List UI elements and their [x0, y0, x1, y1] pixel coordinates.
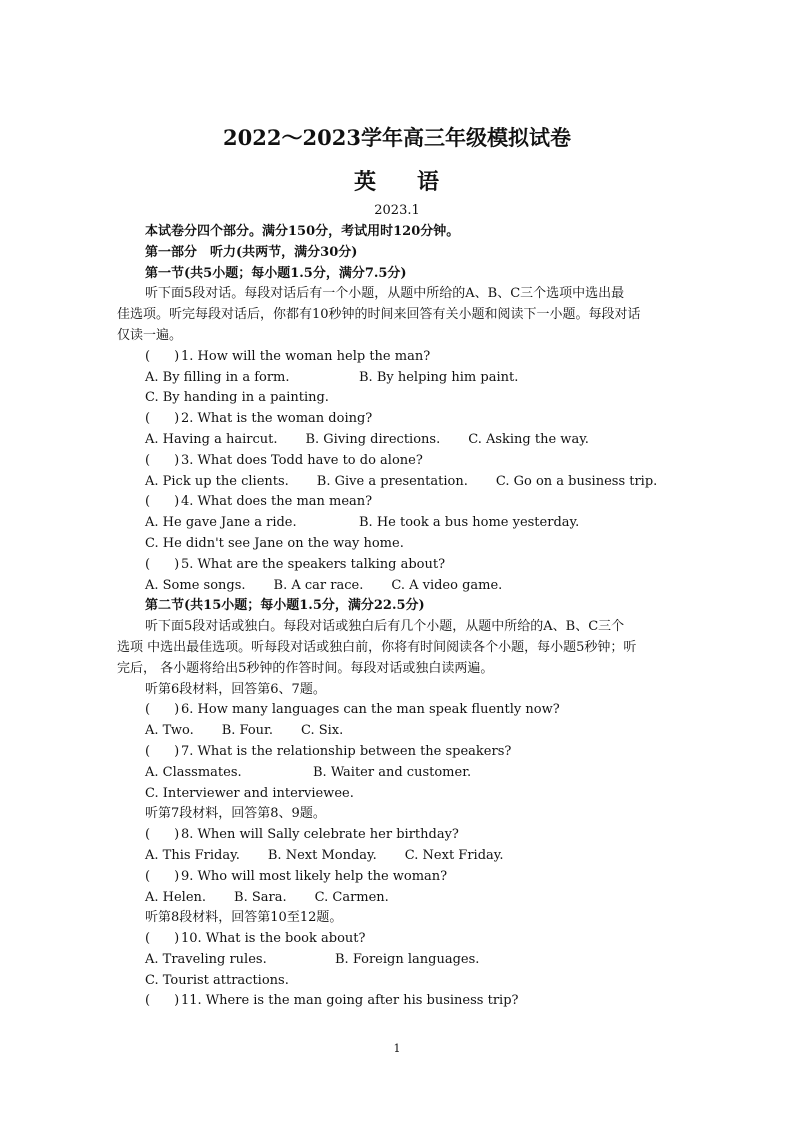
answer-blank[interactable]: ( ): [145, 702, 180, 718]
question-6: ( ) 6. How many languages can the man speak fluently now?: [117, 700, 679, 721]
question-7: ( ) 7. What is the relationship between the speakers?: [117, 742, 679, 763]
option-a: A. This Friday.: [145, 847, 240, 863]
option-c: C. Asking the way.: [468, 431, 589, 447]
subject-char-1: 英: [353, 169, 377, 195]
options-row: [117, 971, 679, 992]
option-b: B. Next Monday.: [267, 847, 377, 863]
options-row: [117, 534, 679, 555]
answer-blank[interactable]: ( ): [145, 743, 180, 759]
option-b: B. He took a bus home yesterday.: [359, 515, 580, 531]
options-row: [117, 430, 679, 451]
option-b: B. Waiter and customer.: [313, 764, 472, 780]
option-b: B. Sara.: [234, 889, 287, 905]
option-b: B. Giving directions.: [305, 431, 441, 447]
option-c: C. He didn't see Jane on the way home.: [145, 535, 404, 551]
option-a: A. By filling in a form.: [145, 369, 290, 385]
option-c: C. Tourist attractions.: [145, 972, 289, 988]
question-8: ( ) 8. When will Sally celebrate her birthday?: [117, 825, 679, 846]
option-a: A. Helen.: [145, 889, 207, 905]
subject-char-2: 语: [417, 169, 441, 195]
option-c: C. Six.: [300, 723, 344, 739]
section2-instructions-line: 听下面5段对话或独白。每段对话或独白后有几个小题，从题中所给的A、B、C三个: [145, 619, 625, 635]
material-heading: 听第6段材料，回答第6、7题。: [145, 681, 326, 697]
answer-blank[interactable]: ( ): [145, 494, 180, 510]
exam-title: 2022～2023学年高三年级模拟试卷: [223, 125, 571, 150]
option-a: A. Two.: [145, 723, 194, 739]
option-a: A. Traveling rules.: [145, 951, 267, 967]
answer-blank[interactable]: ( ): [145, 931, 180, 947]
answer-blank[interactable]: ( ): [145, 556, 180, 572]
options-row: [117, 721, 679, 742]
option-c: C. A video game.: [391, 577, 503, 593]
section1-instructions-line: 听下面5段对话。每段对话后有一个小题，从题中所给的A、B、C三个选项中选出最: [145, 286, 625, 302]
option-c: C. Next Friday.: [404, 847, 504, 863]
options-row: [117, 472, 679, 493]
option-c: C. By handing in a painting.: [145, 390, 329, 406]
options-row: [117, 763, 679, 784]
answer-blank[interactable]: ( ): [145, 411, 180, 427]
options-row: [117, 368, 679, 389]
option-a: A. Classmates.: [145, 764, 242, 780]
question-9: ( ) 9. Who will most likely help the woman?: [117, 867, 679, 888]
answer-blank[interactable]: ( ): [145, 993, 180, 1009]
options-row: [117, 888, 679, 909]
exam-body: [117, 222, 679, 1012]
question-1: ( ) 1. How will the woman help the man?: [117, 347, 679, 368]
section2-heading: 第二节(共15小题；每小题1.5分，满分22.5分): [145, 598, 425, 614]
option-b: B. Foreign languages.: [335, 951, 480, 967]
exam-intro: 本试卷分四个部分。满分150分，考试用时120分钟。: [145, 224, 460, 239]
answer-blank[interactable]: ( ): [145, 827, 180, 843]
exam-date: 2023.1: [374, 203, 420, 218]
options-row: [117, 784, 679, 805]
option-c: C. Carmen.: [314, 889, 389, 905]
part1-heading: 第一部分 听力(共两节，满分30分): [145, 244, 358, 260]
options-row: [117, 846, 679, 867]
question-5: ( ) 5. What are the speakers talking about?: [117, 555, 679, 576]
options-row: [117, 388, 679, 409]
option-a: A. Some songs.: [145, 577, 246, 593]
page-number: 1: [393, 1042, 401, 1055]
question-2: ( ) 2. What is the woman doing?: [117, 409, 679, 430]
answer-blank[interactable]: ( ): [145, 348, 180, 364]
options-row: [117, 513, 679, 534]
option-a: A. Pick up the clients.: [145, 473, 289, 489]
option-c: C. Interviewer and interviewee.: [145, 785, 354, 801]
question-11: ( ) 11. Where is the man going after his business trip?: [117, 991, 679, 1012]
section1-instructions-line: 佳选项。听完每段对话后，你都有10秒钟的时间来回答有关小题和阅读下一小题。每段对话: [117, 307, 641, 323]
options-row: [117, 576, 679, 597]
option-a: A. He gave Jane a ride.: [145, 515, 297, 531]
section2-instructions-line: 完后， 各小题将给出5秒钟的作答时间。每段对话或独白读两遍。: [117, 660, 494, 676]
section2-instructions-line: 选项 中选出最佳选项。听每段对话或独白前，你将有时间阅读各个小题，每小题5秒钟；听: [117, 639, 637, 655]
option-b: B. By helping him paint.: [359, 369, 519, 385]
question-3: ( ) 3. What does Todd have to do alone?: [117, 451, 679, 472]
answer-blank[interactable]: ( ): [145, 868, 180, 884]
option-b: B. A car race.: [273, 577, 364, 593]
section1-instructions-line: 仅读一遍。: [117, 327, 183, 343]
question-10: ( ) 10. What is the book about?: [117, 929, 679, 950]
option-a: A. Having a haircut.: [145, 431, 278, 447]
options-row: [117, 950, 679, 971]
answer-blank[interactable]: ( ): [145, 452, 180, 468]
option-c: C. Go on a business trip.: [495, 473, 658, 489]
option-b: B. Give a presentation.: [316, 473, 468, 489]
section1-heading: 第一节(共5小题；每小题1.5分，满分7.5分): [145, 265, 407, 281]
subject-title: [0, 168, 794, 196]
option-b: B. Four.: [221, 723, 273, 739]
material-heading: 听第8段材料，回答第10至12题。: [145, 910, 343, 926]
question-4: ( ) 4. What does the man mean?: [117, 492, 679, 513]
material-heading: 听第7段材料，回答第8、9题。: [145, 806, 326, 822]
